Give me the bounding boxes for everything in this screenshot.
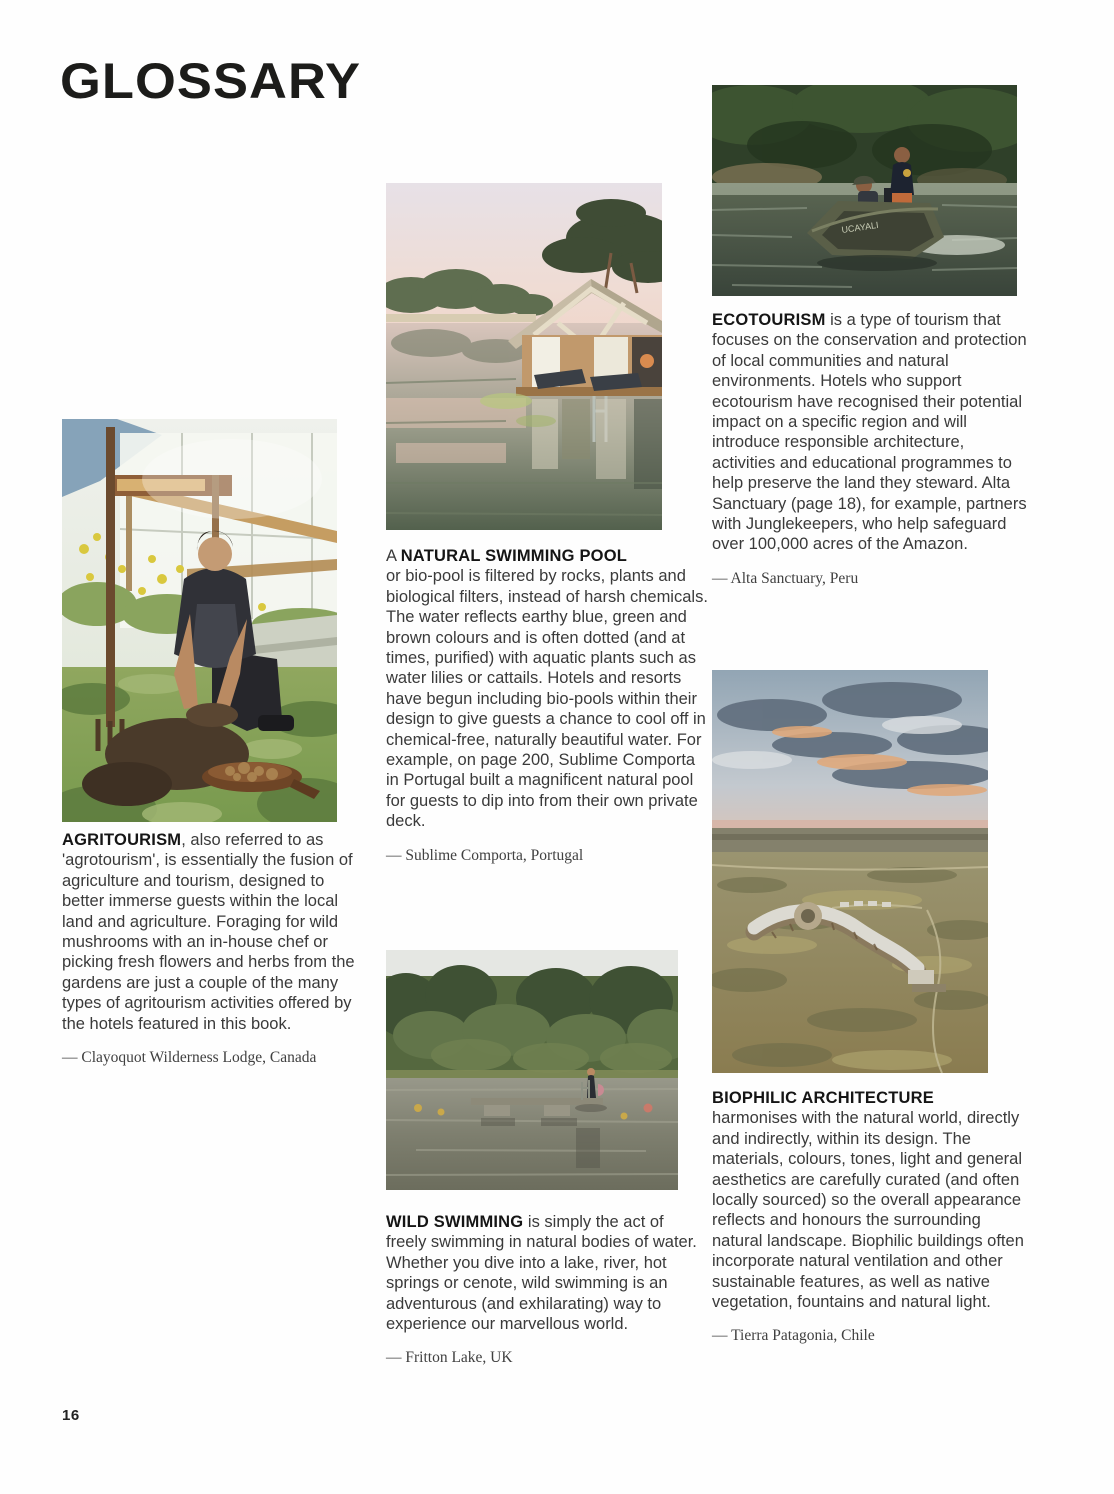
svg-text:UCAYALI: UCAYALI	[840, 219, 880, 235]
entry-attribution: — Fritton Lake, UK	[386, 1349, 513, 1367]
entry-body: BIOPHILIC ARCHITECTURE harmonises with the natural world, directly and indirectly, within its design. The materials, colours, tones, light and general aesthetics are carefully curated (and often locally sourced) so the overall appearance reflects and honours the surrounding natural landscape. Biophilic buildings often incorporate natural ventilation and other sustainable features, as well as native vegetation, fountains and natural light.	[712, 1089, 1024, 1312]
agritourism-entry	[62, 830, 362, 1068]
entry-attribution: — Tierra Patagonia, Chile	[712, 1327, 875, 1345]
page-title: GLOSSARY	[60, 53, 362, 109]
ecotourism-photo-illustration	[712, 85, 1017, 296]
entry-attribution: — Alta Sanctuary, Peru	[712, 569, 859, 587]
glossary-term: AGRITOURISM	[62, 831, 182, 849]
entry-attribution: — Sublime Comporta, Portugal	[386, 846, 584, 864]
agritourism-photo	[62, 419, 337, 822]
agritourism-photo-illustration	[62, 419, 337, 822]
glossary-term: BIOPHILIC ARCHITECTURE	[712, 1089, 934, 1107]
wild-swimming-photo-illustration	[386, 950, 678, 1190]
entry-body: A NATURAL SWIMMING POOL or bio-pool is filtered by rocks, plants and biological filters, instead of harsh chemicals. The water reflects earthy blue, green and brown colours and is often dotted (and at times, purified) with aquatic plants such as water lilies or cattails. Hotels and resorts have begun including bio-pools within their design to give guests a chance to cool off in chemical-free, naturally beautiful water. For example, on page 200, Sublime Comporta in Portugal built a magnificent natural pool for guests to dip into from their own private deck.	[386, 547, 708, 831]
natural-swimming-pool-photo	[386, 183, 662, 530]
entry-attribution: — Clayoquot Wilderness Lodge, Canada	[62, 1049, 317, 1067]
wild-swimming-entry	[386, 1212, 702, 1369]
page-number: 16	[62, 1407, 80, 1424]
entry-body: WILD SWIMMING is simply the act of freely swimming in natural bodies of water. Whether you dive into a lake, river, hot springs or cenote, wild swimming is an adventurous (and exhilarating) way to experience our marvellous world.	[386, 1213, 697, 1334]
glossary-term: NATURAL SWIMMING POOL	[400, 547, 628, 565]
natural-swimming-pool-photo-illustration	[386, 183, 662, 530]
biophilic-architecture-photo	[712, 670, 988, 1073]
ecotourism-photo	[712, 85, 1017, 296]
ecotourism-entry	[712, 310, 1028, 589]
biophilic-architecture-entry	[712, 1088, 1028, 1347]
natural-swimming-pool-entry	[386, 546, 708, 866]
glossary-term: WILD SWIMMING	[386, 1213, 524, 1231]
entry-body: AGRITOURISM, also referred to as 'agrotourism', is essentially the fusion of agriculture and tourism, designed to better immerse guests within the local land and agriculture. Foraging for wild mushrooms with an in-house chef or picking fresh flowers and herbs from the gardens are just a couple of the many types of agritourism activities offered by the hotels featured in this book.	[62, 831, 355, 1033]
glossary-term: ECOTOURISM	[712, 311, 826, 329]
entry-body: ECOTOURISM is a type of tourism that focuses on the conservation and protection of local communities and natural environments. Hotels who support ecotourism have recognised their potential impact on a specific region and will introduce responsible architecture, activities and educational programmes to help preserve the land they steward. Alta Sanctuary (page 18), for example, partners with Junglekeepers, who help safeguard over 100,000 acres of the Amazon.	[712, 311, 1027, 554]
biophilic-architecture-photo-illustration	[712, 670, 988, 1073]
wild-swimming-photo	[386, 950, 678, 1190]
